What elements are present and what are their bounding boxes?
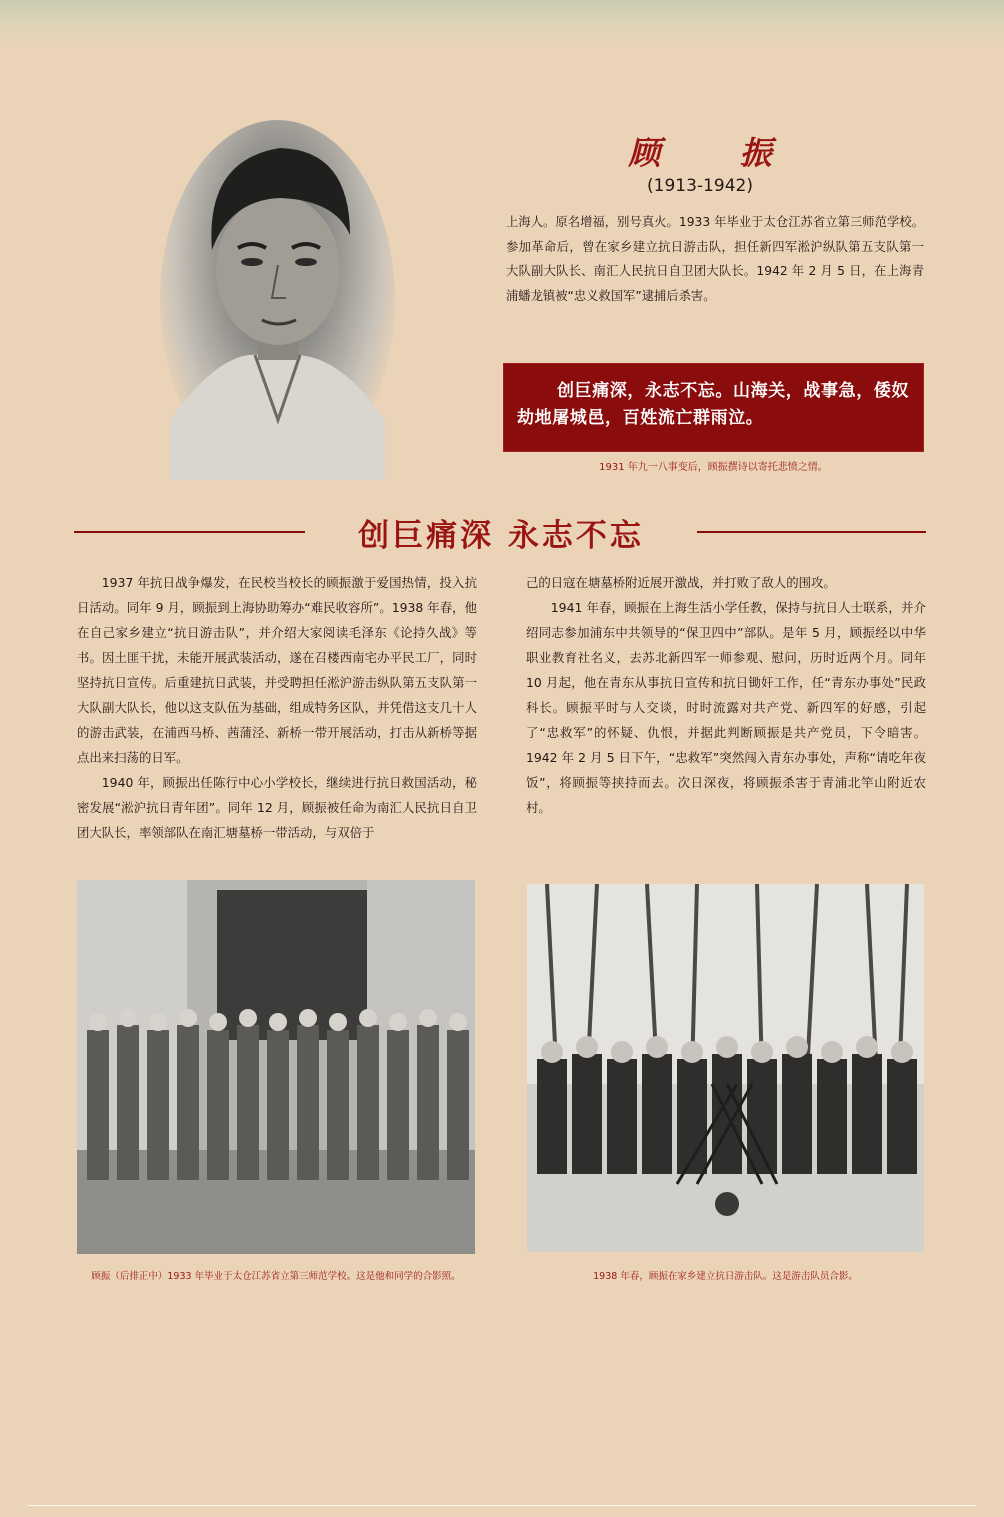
guerrilla-team-scene	[527, 884, 924, 1252]
heading-rule-left	[74, 531, 305, 533]
poem-box	[503, 363, 924, 452]
school-group-photo	[77, 880, 475, 1254]
person-years: (1913-1942)	[647, 176, 753, 196]
school-photo-caption: 顾振（后排正中）1933 年毕业于太仓江苏省立第三师范学校。这是他和同学的合影照。	[91, 1271, 461, 1282]
article-paragraph: 己的日寇在塘墓桥附近展开激战，并打败了敌人的围攻。	[526, 575, 836, 590]
article-paragraph: 1941 年春，顾振在上海生活小学任教，保持与抗日人士联系，并介绍同志参加浦东中共领导的“保卫四中”部队。是年 5 月，顾振经以中华职业教育社名义，去苏北新四军一师参观、慰问，历时近两个月。同年 10 月起，他在青东从事抗日宣传和抗日锄奸工作，任“青东办事处”民政科长。顾振平时与人交谈，时时流露对共产党、新四军的好感，引起了“忠救军”的怀疑、仇恨，并据此判断顾振是共产党员，下令暗害。1942 年 2 月 5 日下午，“忠救军”突然闯入青东办事处，声称“请吃年夜饭”，将顾振等挟持而去。次日深夜，将顾振杀害于青浦北竿山附近农村。	[526, 600, 926, 815]
heading-rule-right	[697, 531, 926, 533]
article-column-left	[77, 570, 477, 845]
article-column-right	[526, 570, 926, 820]
guerrilla-team-photo	[527, 884, 924, 1252]
bottom-divider	[28, 1505, 976, 1506]
poem-text: 创巨痛深，永志不忘。山海关，战事急，倭奴劫地屠城邑，百姓流亡群雨泣。	[517, 381, 909, 428]
person-name: 顾 振	[628, 134, 806, 172]
section-title: 创巨痛深 永志不忘	[358, 518, 644, 554]
article-paragraph: 1940 年，顾振出任陈行中心小学校长，继续进行抗日救国活动，秘密发展“淞沪抗日青年团”。同年 12 月，顾振被任命为南汇人民抗日自卫团大队长，率领部队在南汇塘墓桥一带活动，与双倍于	[77, 775, 477, 840]
portrait-figure	[160, 120, 395, 480]
portrait-photo	[160, 120, 395, 480]
top-decor-band	[0, 0, 1004, 48]
guerrilla-photo-caption: 1938 年春，顾振在家乡建立抗日游击队。这是游击队员合影。	[593, 1271, 858, 1282]
school-group-scene	[77, 880, 475, 1254]
person-bio: 上海人。原名增福，别号真火。1933 年毕业于太仓江苏省立第三师范学校。参加革命后，曾在家乡建立抗日游击队，担任新四军淞沪纵队第五支队第一大队副大队长、南汇人民抗日自卫团大队长。1942 年 2 月 5 日，在上海青浦蟠龙镇被“忠义救国军”逮捕后杀害。	[506, 215, 924, 303]
article-paragraph: 1937 年抗日战争爆发，在民校当校长的顾振激于爱国热情，投入抗日活动。同年 9 月，顾振到上海协助筹办“难民收容所”。1938 年春，他在自己家乡建立“抗日游击队”，并介绍大家阅读毛泽东《论持久战》等书。因土匪干扰，未能开展武装活动，遂在召楼西南宅办平民工厂，同时坚持抗日宣传。后重建抗日武装，并受聘担任淞沪游击纵队第五支队第一大队副大队长，他以这支队伍为基础，组成特务区队，并凭借这支几十人的游击武装，在浦西马桥、茜蒲泾、新桥一带开展活动，打击从新桥等据点出来扫荡的日军。	[77, 575, 477, 765]
poem-caption: 1931 年九一八事变后，顾振撰诗以寄托悲愤之情。	[599, 462, 828, 473]
